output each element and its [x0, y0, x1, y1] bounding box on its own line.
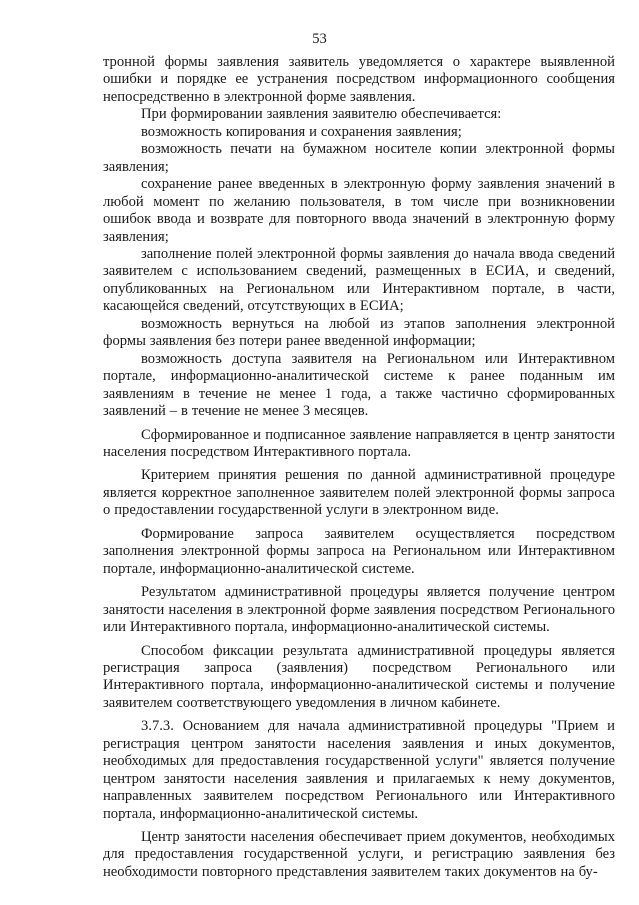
paragraph: При формировании заявления заявителю обеспечивается: [141, 106, 502, 123]
paragraph: Центр занятости населения обеспечивает прием документов, необходимых для предоставления государственной услуги, и регистрацию заявления без необходимости повторного представления заявителем таких документов на бу- [103, 829, 615, 880]
paragraph: заполнение полей электронной формы заявления до начала ввода сведений заявителем с использованием сведений, размещенных в ЕСИА, и сведений, опубликованных на Региональном или Интерактивном портале, в части, касающейся сведений, отсутствующих в ЕСИА; [103, 245, 615, 315]
paragraph: Критерием принятия решения по данной административной процедуре является корректное заполненное заявителем полей электронной формы запроса о предоставлении государственной услуги в электронном виде. [103, 467, 615, 519]
paragraph: возможность копирования и сохранения заявления; [141, 123, 462, 140]
paragraph: сохранение ранее введенных в электронную форму заявления значений в любой момент по желанию пользователя, в том числе при возникновении ошибок ввода и возврате для повторного ввода значений в электронную форму заявления; [103, 176, 615, 245]
paragraph: Сформированное и подписанное заявление направляется в центр занятости населения посредством Интерактивного портала. [103, 426, 615, 460]
paragraph: возможность печати на бумажном носителе копии электронной формы заявления; [103, 141, 615, 175]
page-number: 53 [312, 31, 327, 47]
paragraph: Формирование запроса заявителем осуществляется посредством заполнения электронной формы запроса на Региональном или Интерактивном портале, информационно-аналитической системе. [103, 525, 615, 577]
paragraph: Способом фиксации результата административной процедуры является регистрация запроса (заявления) посредством Регионального или Интерактивного портала, информационно-аналитической системы и получение заявителем соответствующего уведомления в личном кабинете. [103, 642, 615, 711]
paragraph: возможность вернуться на любой из этапов заполнения электронной формы заявления без потери ранее введенной информации; [103, 315, 615, 350]
paragraph: 3.7.3. Основанием для начала административной процедуры "Прием и регистрация центром занятости населения заявления и иных документов, необходимых для предоставления государственной услуги" является получение центром занятости населения заявления и прилагаемых к нему документов, направленных заявителем посредством Регионального или Интерактивного портала, информационно-аналитической системы. [103, 718, 615, 822]
paragraph: Результатом административной процедуры является получение центром занятости населения в электронной форме заявления посредством Регионального или Интерактивного портала, информационно-аналитической системы. [103, 584, 615, 636]
paragraph: возможность доступа заявителя на Региональном или Интерактивном портале, информационно-аналитической системе к ранее поданным им заявлениям в течение не менее 1 года, а также частично сформированных заявлений – в течение не менее 3 месяцев. [103, 350, 615, 420]
paragraph: тронной формы заявления заявитель уведомляется о характере выявленной ошибки и порядке ее устранения посредством информационного сообщения непосредственно в электронной форме заявления. [103, 54, 615, 105]
document-body [103, 54, 615, 881]
